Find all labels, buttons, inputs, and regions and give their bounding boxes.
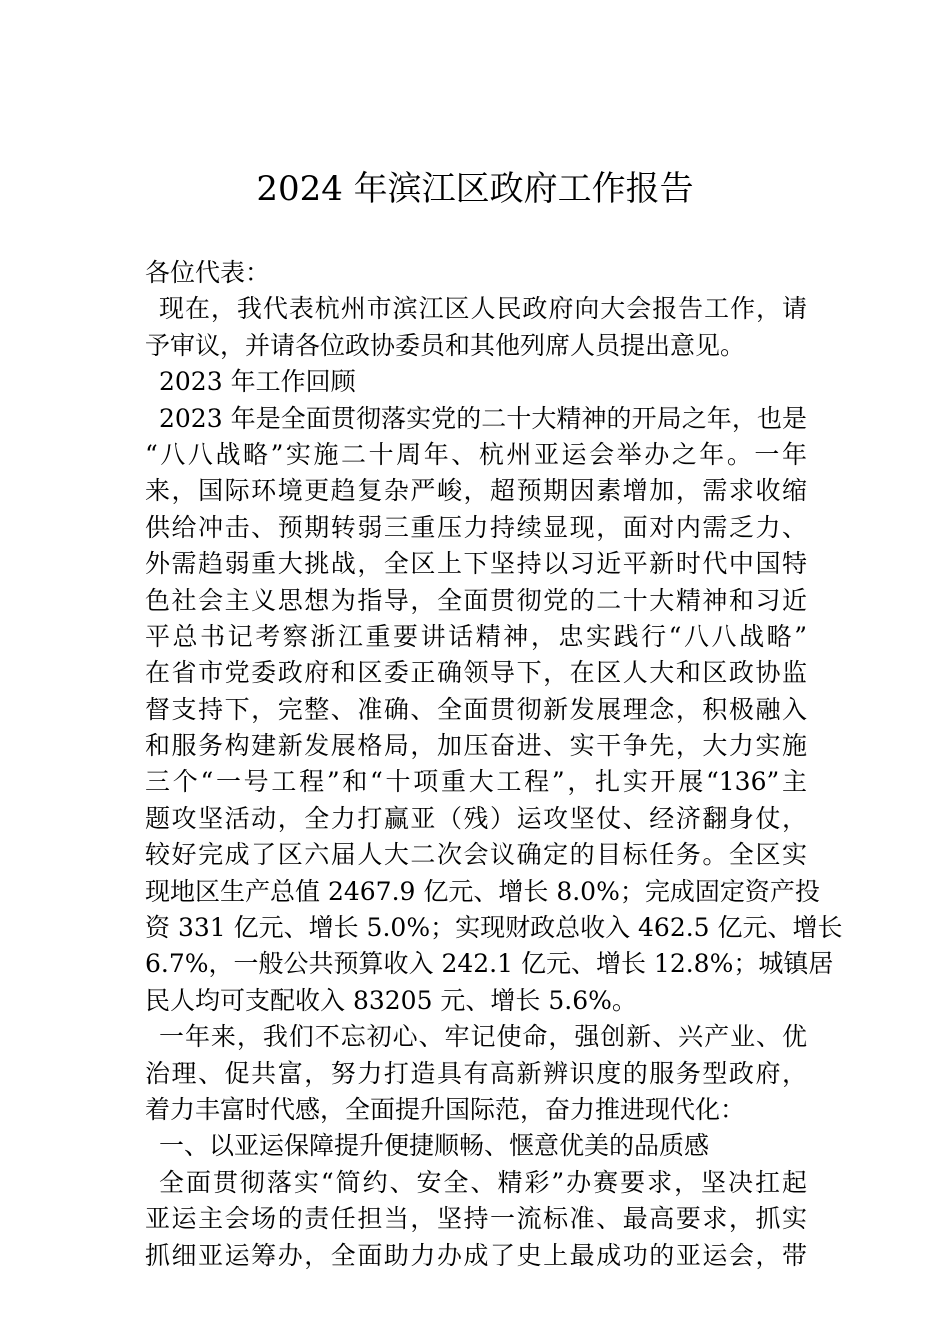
paragraph-year-summary — [145, 1019, 807, 1128]
paragraph-line: 平总书记考察浙江重要讲话精神，忠实践行“八八战略” — [145, 621, 807, 651]
paragraph-line: 一年来，我们不忘初心、牢记使命，强创新、兴产业、优 — [159, 1022, 807, 1052]
paragraph-line: 三个“一号工程”和“十项重大工程”，扎实开展“136”主 — [145, 767, 807, 797]
paragraph-line: 色社会主义思想为指导，全面贯彻党的二十大精神和习近 — [145, 585, 807, 615]
paragraph-line: 予审议，并请各位政协委员和其他列席人员提出意见。 — [145, 330, 746, 360]
paragraph-intro — [145, 291, 807, 364]
paragraph-line: 较好完成了区六届人大二次会议确定的目标任务。全区实 — [145, 840, 807, 870]
document-title: 2024 年滨江区政府工作报告 — [256, 169, 694, 209]
paragraph-line: 亚运主会场的责任担当，坚持一流标准、最高要求，抓实 — [145, 1204, 807, 1234]
paragraph-line: 2023 年是全面贯彻落实党的二十大精神的开局之年，也是 — [159, 403, 807, 433]
section-heading: 一、以亚运保障提升便捷顺畅、惬意优美的品质感 — [159, 1131, 710, 1161]
document-body — [145, 255, 843, 1274]
paragraph-line: 治理、促共富，努力打造具有高新辨识度的服务型政府， — [145, 1058, 807, 1088]
paragraph-line: 全面贯彻落实“简约、安全、精彩”办赛要求，坚决扛起 — [159, 1167, 807, 1197]
salutation: 各位代表： — [145, 258, 271, 287]
paragraph-line: 抓细亚运筹办，全面助力办成了史上最成功的亚运会，带 — [145, 1240, 807, 1270]
paragraph-line: “八八战略”实施二十周年、杭州亚运会举办之年。一年 — [145, 439, 807, 469]
paragraph-line: 来，国际环境更趋复杂严峻，超预期因素增加，需求收缩 — [145, 476, 807, 506]
paragraph-line: 和服务构建新发展格局，加压奋进、实干争先，大力实施 — [145, 731, 807, 761]
paragraph-line: 供给冲击、预期转弱三重压力持续显现，面对内需乏力、 — [145, 512, 807, 542]
section-heading: 2023 年工作回顾 — [159, 367, 356, 397]
paragraph-line: 题攻坚活动，全力打赢亚（残）运攻坚仗、经济翻身仗， — [145, 803, 807, 833]
paragraph-review — [145, 401, 843, 1020]
paragraph-line: 着力丰富时代感，全面提升国际范，奋力推进现代化： — [145, 1094, 746, 1124]
paragraph-asian-games — [145, 1165, 807, 1274]
paragraph-line: 6.7%，一般公共预算收入 242.1 亿元、增长 12.8%；城镇居 — [145, 949, 834, 979]
paragraph-line: 现在，我代表杭州市滨江区人民政府向大会报告工作，请 — [159, 294, 807, 324]
section-heading-review — [145, 364, 807, 400]
paragraph-line: 外需趋弱重大挑战，全区上下坚持以习近平新时代中国特 — [145, 549, 807, 579]
paragraph-line: 在省市党委政府和区委正确领导下，在区人大和区政协监 — [145, 658, 807, 688]
paragraph-line: 资 331 亿元、增长 5.0%；实现财政总收入 462.5 亿元、增长 — [145, 913, 843, 943]
section-heading-asian-games — [145, 1128, 807, 1164]
paragraph-line: 督支持下，完整、准确、全面贯彻新发展理念，积极融入 — [145, 694, 807, 724]
paragraph-line: 现地区生产总值 2467.9 亿元、增长 8.0%；完成固定资产投 — [145, 876, 820, 906]
paragraph-line: 民人均可支配收入 83205 元、增长 5.6%。 — [145, 985, 637, 1015]
